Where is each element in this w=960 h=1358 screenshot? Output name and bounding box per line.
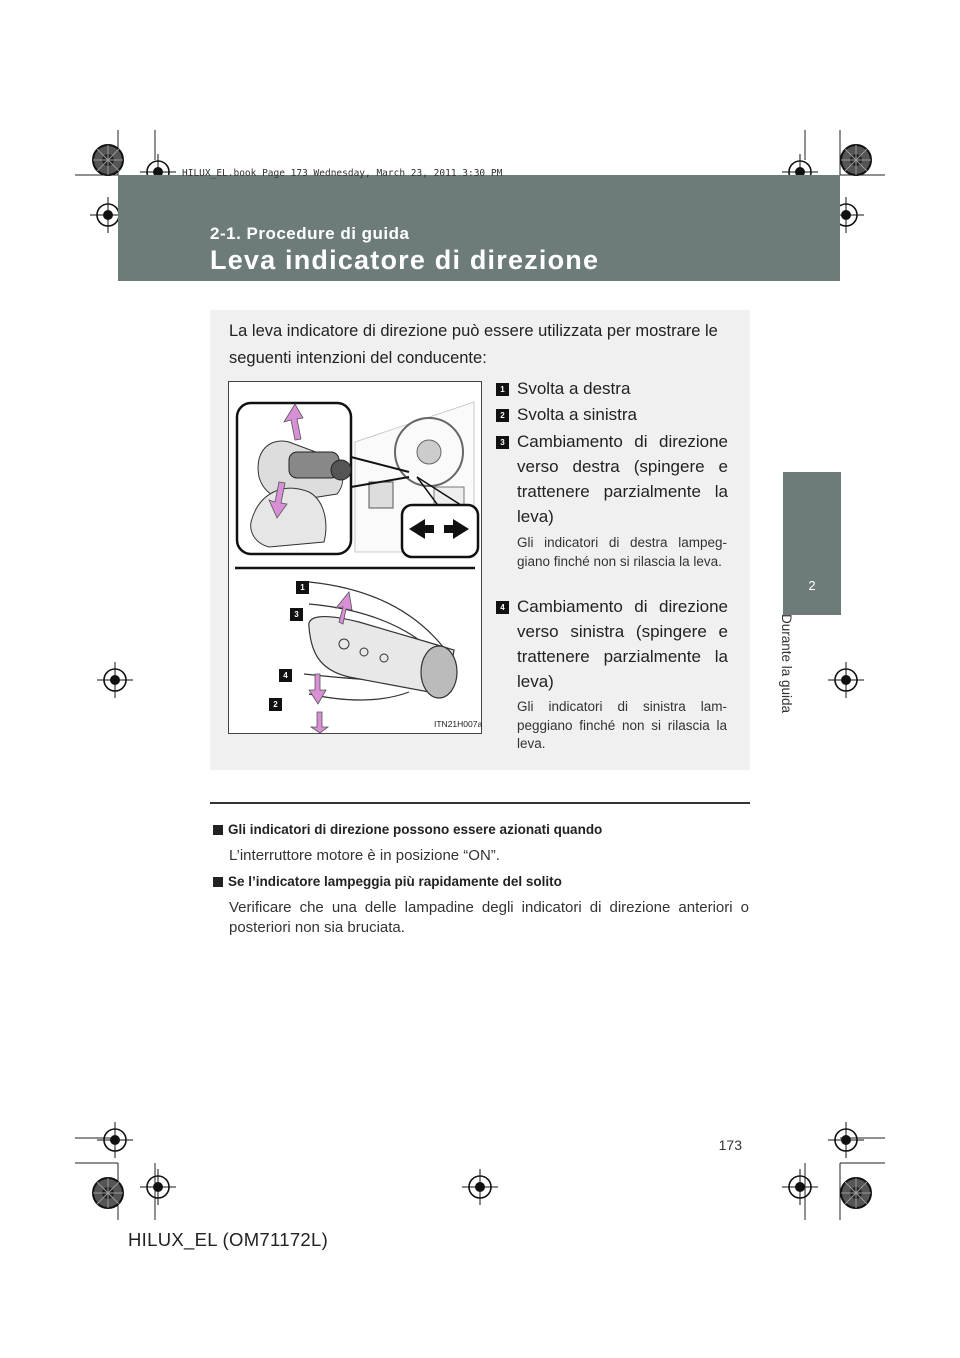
note-text: Verificare che una delle lampadine degli indicatori di direzione anteriori o posteriori non sia bruciata.: [229, 899, 749, 936]
page-title: Leva indicatore di direzione: [210, 245, 600, 275]
note-heading: [213, 874, 753, 889]
note-text: L’interruttore motore è in posizione “ON”.: [229, 847, 500, 864]
callout-1: 1: [296, 581, 309, 594]
turn-signal-figure: [228, 381, 482, 734]
note-heading-text: Gli indicatori di direzione possono essere azionati quando: [228, 822, 603, 837]
square-bullet-icon: [213, 825, 223, 835]
figure-code: ITN21H007a: [434, 719, 483, 729]
item-note: Gli indicatori di sinistra lam-peggiano finché non si rilascia la leva.: [517, 699, 727, 751]
callout-4: 4: [279, 669, 292, 682]
section-label: 2-1. Procedure di guida: [210, 224, 410, 243]
chapter-side-tab: [783, 472, 841, 615]
intro-text: La leva indicatore di direzione può essere utilizzata per mostrare le seguenti intenzioni del conducente:: [229, 322, 718, 367]
item-text: Cambiamento di direzione verso destra (spingere e trattenere parzialmente la leva): [517, 432, 728, 526]
item-number-badge: 4: [496, 601, 509, 614]
item-number-badge: 1: [496, 383, 509, 396]
divider: [210, 802, 750, 804]
chapter-name-label: Durante la guida: [779, 614, 794, 714]
item-text: Svolta a sinistra: [517, 405, 637, 424]
list-item: [496, 594, 728, 694]
item-note: Gli indicatori di destra lampeg-giano finché non si rilascia la leva.: [517, 535, 727, 569]
chapter-name: [779, 614, 805, 774]
list-item: [496, 376, 728, 402]
list-item: [496, 402, 728, 428]
chapter-number: 2: [808, 578, 816, 593]
turn-signal-illustration: [229, 382, 481, 733]
note-heading: [213, 822, 753, 837]
footer-doc-code: HILUX_EL (OM71172L): [128, 1229, 329, 1250]
item-number-badge: 2: [496, 409, 509, 422]
note-heading-text: Se l’indicatore lampeggia più rapidamente del solito: [228, 874, 562, 889]
square-bullet-icon: [213, 877, 223, 887]
callout-2: 2: [269, 698, 282, 711]
item-text: Cambiamento di direzione verso sinistra (spingere e trattenere parzialmente la leva): [517, 597, 728, 691]
book-imprint: HILUX_EL.book Page 173 Wednesday, March 23, 2011 3:30 PM: [182, 168, 503, 179]
item-number-badge: 3: [496, 436, 509, 449]
callout-3: 3: [290, 608, 303, 621]
page-number: 173: [718, 1137, 742, 1153]
item-text: Svolta a destra: [517, 379, 631, 398]
list-item: [496, 429, 728, 529]
